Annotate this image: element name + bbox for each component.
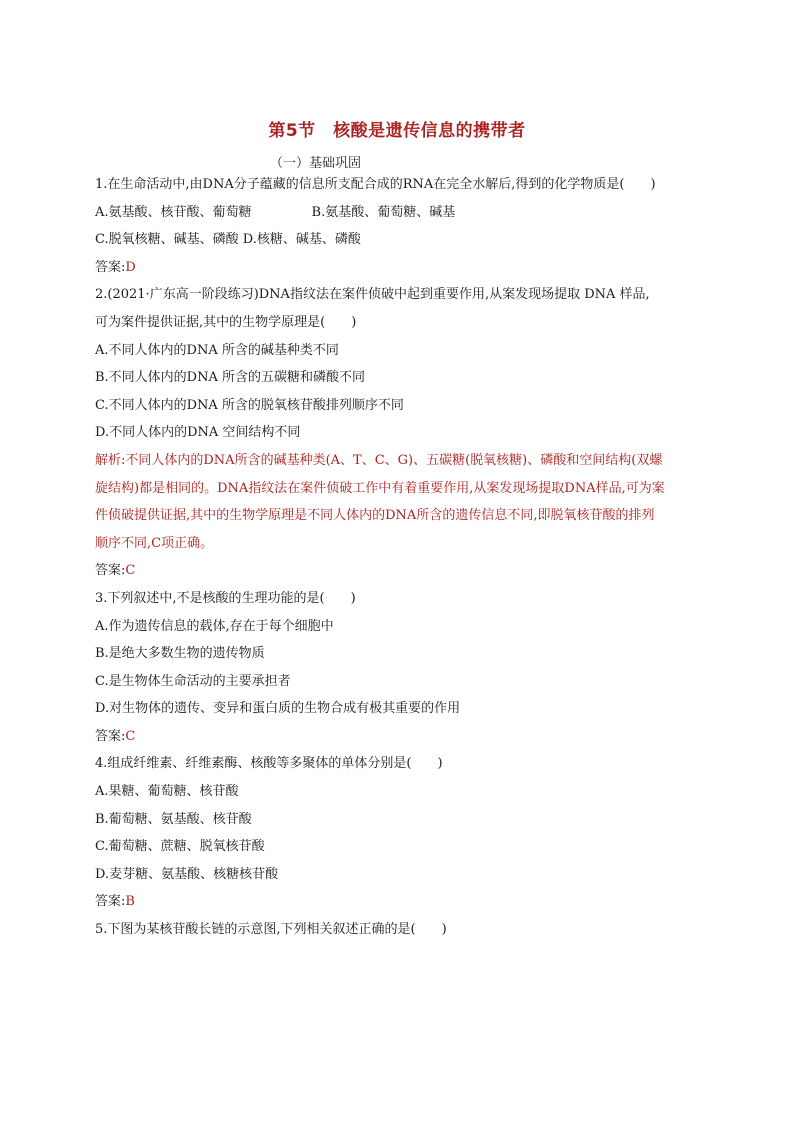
answer-value: B	[125, 894, 135, 910]
q4-option-a: A.果糖、葡萄糖、核苷酸	[95, 784, 239, 800]
q1-options-cd	[95, 226, 705, 254]
section-heading: （一）基础巩固	[270, 156, 362, 171]
q2-option-d: D.不同人体内的DNA 空间结构不同	[95, 425, 301, 441]
q2-analysis-line-4: 顺序不同,C项正确。	[95, 535, 214, 551]
page-title: 第5节 核酸是遗传信息的携带者	[268, 121, 526, 141]
q2-stem-line-1: 2.(2021·广东高一阶段练习)DNA指纹法在案件侦破中起到重要作用,从案发现场提取 DNA 样品,	[95, 287, 650, 303]
answer-value: D	[125, 259, 136, 275]
q2-stem-line-2: 可为案件提供证据,其中的生物学原理是( )	[95, 314, 357, 330]
q2-option-c: C.不同人体内的DNA 所含的脱氧核苷酸排列顺序不同	[95, 397, 404, 413]
q1-option-a: A.氨基酸、核苷酸、葡萄糖	[95, 204, 252, 220]
question-list	[95, 171, 705, 944]
q2-analysis-line-1: 解析:不同人体内的DNA所含的碱基种类(A、T、C、G)、五碳糖(脱氧核糖)、磷酸和空间结构(双螺	[95, 452, 663, 468]
q1-options-ab	[95, 199, 705, 227]
q3-stem: 3.下列叙述中,不是核酸的生理功能的是( )	[95, 590, 356, 606]
answer-label: 答案:	[95, 563, 126, 579]
q1-option-c: C.脱氧核糖、碱基、磷酸	[95, 232, 239, 248]
q3-answer	[95, 723, 705, 751]
q4-answer	[95, 888, 705, 916]
answer-value: C	[125, 563, 136, 579]
answer-label: 答案:	[95, 894, 126, 910]
q1-option-b: B.氨基酸、葡萄糖、碱基	[311, 204, 456, 220]
q1-stem: 1.在生命活动中,由DNA分子蕴藏的信息所支配合成的RNA在完全水解后,得到的化学物质是( )	[95, 177, 656, 192]
q4-stem: 4.组成纤维素、纤维素酶、核酸等多聚体的单体分别是( )	[95, 756, 443, 772]
q3-option-a: A.作为遗传信息的载体,存在于每个细胞中	[95, 618, 334, 634]
q4-option-c: C.葡萄糖、蔗糖、脱氧核苷酸	[95, 839, 265, 855]
answer-value: C	[125, 728, 136, 744]
q3-option-c: C.是生物体生命活动的主要承担者	[95, 673, 291, 689]
q5-stem: 5.下图为某核苷酸长链的示意图,下列相关叙述正确的是( )	[95, 922, 447, 938]
q2-option-a: A.不同人体内的DNA 所含的碱基种类不同	[95, 342, 339, 358]
q4-option-b: B.葡萄糖、氨基酸、核苷酸	[95, 811, 252, 827]
q2-analysis-line-3: 件侦破提供证据,其中的生物学原理是不同人体内的DNA所含的遗传信息不同,即脱氧核苷酸的排列	[95, 508, 655, 524]
answer-label: 答案:	[95, 728, 126, 744]
answer-label: 答案:	[95, 259, 126, 275]
q2-answer	[95, 557, 705, 585]
q2-analysis-line-2: 旋结构)都是相同的。DNA指纹法在案件侦破工作中有着重要作用,从案发现场提取DNA样品,可为案	[95, 480, 665, 496]
q1-answer	[95, 254, 705, 282]
q4-option-d: D.麦芽糖、氨基酸、核糖核苷酸	[95, 866, 279, 882]
q2-option-b: B.不同人体内的DNA 所含的五碳糖和磷酸不同	[95, 370, 366, 386]
q1-option-d: D.核糖、碱基、磷酸	[242, 232, 361, 248]
q3-option-d: D.对生物体的遗传、变异和蛋白质的生物合成有极其重要的作用	[95, 701, 461, 717]
q3-option-b: B.是绝大多数生物的遗传物质	[95, 646, 265, 662]
